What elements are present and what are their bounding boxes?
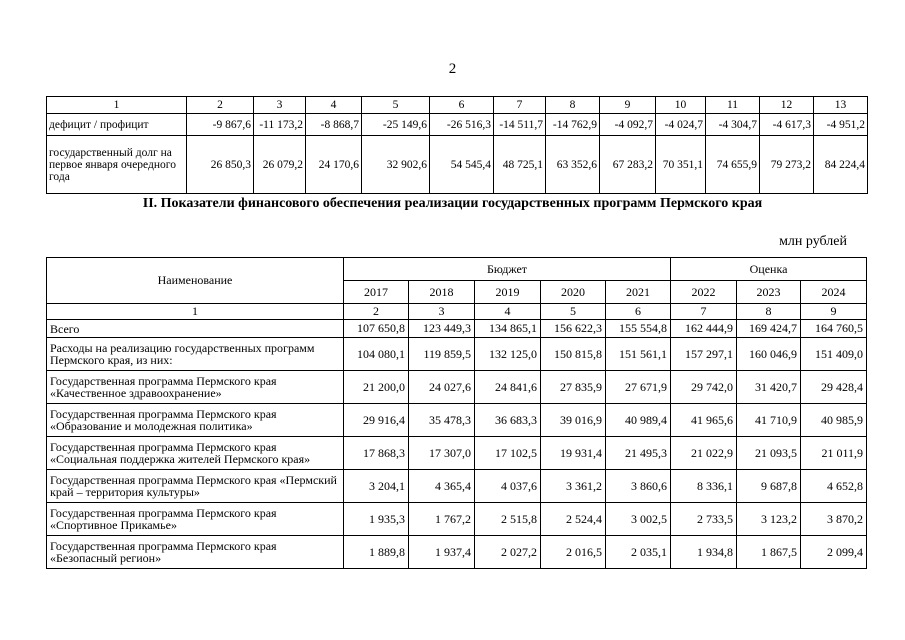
table2-cell: 3 123,2	[737, 503, 801, 536]
estimate-group-header: Оценка	[671, 258, 867, 281]
program-name: Государственная программа Пермского края «Спортивное Прикамье»	[47, 503, 344, 536]
table2-cell: 8 336,1	[671, 470, 737, 503]
table1-cell: 26 079,2	[254, 136, 306, 194]
table2-cell: 17 102,5	[475, 437, 541, 470]
table1-cell: 84 224,4	[814, 136, 868, 194]
table2-row	[47, 470, 867, 503]
column-number: 9	[801, 304, 867, 320]
table1-cell: 67 283,2	[600, 136, 656, 194]
table2-cell: 104 080,1	[344, 338, 409, 371]
program-name: Государственная программа Пермского края «Социальная поддержка жителей Пермского края»	[47, 437, 344, 470]
table2-row	[47, 320, 867, 338]
table1-header-cell: 6	[430, 97, 494, 114]
name-header: Наименование	[47, 258, 344, 304]
table2-cell: 2 016,5	[541, 536, 606, 569]
program-name: Государственная программа Пермского края «Пермский край – территория культуры»	[47, 470, 344, 503]
table2-cell: 150 815,8	[541, 338, 606, 371]
table1-cell: 48 725,1	[494, 136, 546, 194]
year-header: 2020	[541, 281, 606, 304]
table2-cell: 27 835,9	[541, 371, 606, 404]
table2-cell: 123 449,3	[409, 320, 475, 338]
table1-cell: -25 149,6	[362, 114, 430, 136]
table2-cell: 2 733,5	[671, 503, 737, 536]
table2-cell: 4 652,8	[801, 470, 867, 503]
table2-cell: 3 204,1	[344, 470, 409, 503]
table2-cell: 2 027,2	[475, 536, 541, 569]
program-name: Расходы на реализацию государственных программ Пермского края, из них:	[47, 338, 344, 371]
table2-cell: 1 889,8	[344, 536, 409, 569]
table1-cell: 26 850,3	[187, 136, 254, 194]
table2-cell: 31 420,7	[737, 371, 801, 404]
program-name: Государственная программа Пермского края «Образование и молодежная политика»	[47, 404, 344, 437]
table1-cell: 32 902,6	[362, 136, 430, 194]
table2-cell: 157 297,1	[671, 338, 737, 371]
column-number: 6	[606, 304, 671, 320]
table2-cell: 119 859,5	[409, 338, 475, 371]
table2-cell: 24 841,6	[475, 371, 541, 404]
table2-cell: 27 671,9	[606, 371, 671, 404]
table1-header-cell: 13	[814, 97, 868, 114]
table2-cell: 2 515,8	[475, 503, 541, 536]
year-header: 2023	[737, 281, 801, 304]
column-number: 8	[737, 304, 801, 320]
table1-cell: -4 951,2	[814, 114, 868, 136]
page-number: 2	[448, 61, 457, 77]
table2-cell: 1 767,2	[409, 503, 475, 536]
table2-row	[47, 536, 867, 569]
column-number: 1	[47, 304, 344, 320]
table2-cell: 1 867,5	[737, 536, 801, 569]
table2-cell: 19 931,4	[541, 437, 606, 470]
table2-cell: 132 125,0	[475, 338, 541, 371]
table2-cell: 1 934,8	[671, 536, 737, 569]
table1-header-cell: 1	[47, 97, 187, 114]
table1-cell: 63 352,6	[546, 136, 600, 194]
table2-cell: 29 742,0	[671, 371, 737, 404]
table1-cell: -9 867,6	[187, 114, 254, 136]
table2-cell: 21 011,9	[801, 437, 867, 470]
column-number: 5	[541, 304, 606, 320]
table2-cell: 4 037,6	[475, 470, 541, 503]
table2-cell: 156 622,3	[541, 320, 606, 338]
table2-cell: 41 965,6	[671, 404, 737, 437]
year-header: 2021	[606, 281, 671, 304]
table1-cell: -11 173,2	[254, 114, 306, 136]
table2-cell: 17 307,0	[409, 437, 475, 470]
program-name: Всего	[47, 320, 344, 338]
table2-cell: 164 760,5	[801, 320, 867, 338]
table2-cell: 3 860,6	[606, 470, 671, 503]
year-header: 2019	[475, 281, 541, 304]
table2-row	[47, 437, 867, 470]
column-number: 3	[409, 304, 475, 320]
table1-cell: 54 545,4	[430, 136, 494, 194]
year-header: 2022	[671, 281, 737, 304]
table2-cell: 29 916,4	[344, 404, 409, 437]
table1-cell: -14 511,7	[494, 114, 546, 136]
table2-cell: 151 561,1	[606, 338, 671, 371]
table1-header-cell: 12	[760, 97, 814, 114]
table2-row	[47, 371, 867, 404]
table2-cell: 169 424,7	[737, 320, 801, 338]
table2-cell: 2 524,4	[541, 503, 606, 536]
year-header: 2018	[409, 281, 475, 304]
table2-cell: 2 035,1	[606, 536, 671, 569]
table1-header-cell: 8	[546, 97, 600, 114]
table2-cell: 1 935,3	[344, 503, 409, 536]
deficit-debt-table	[46, 96, 868, 194]
table2-cell: 162 444,9	[671, 320, 737, 338]
table2-cell: 134 865,1	[475, 320, 541, 338]
table1-cell: -4 304,7	[706, 114, 760, 136]
table2-cell: 21 200,0	[344, 371, 409, 404]
table2-cell: 151 409,0	[801, 338, 867, 371]
table1-cell: -14 762,9	[546, 114, 600, 136]
table1-header-row	[47, 97, 868, 114]
table2-cell: 24 027,6	[409, 371, 475, 404]
table2-cell: 41 710,9	[737, 404, 801, 437]
program-name: Государственная программа Пермского края «Качественное здравоохранение»	[47, 371, 344, 404]
table2-cell: 160 046,9	[737, 338, 801, 371]
table1-cell: -4 092,7	[600, 114, 656, 136]
section-title: II. Показатели финансового обеспечения реализации государственных программ Пермского края	[142, 196, 763, 211]
table2-row	[47, 503, 867, 536]
table1-row-label: государственный долг на первое января очередного года	[47, 136, 187, 194]
table2-cell: 4 365,4	[409, 470, 475, 503]
table1-header-cell: 2	[187, 97, 254, 114]
table1-cell: 74 655,9	[706, 136, 760, 194]
table1-header-cell: 3	[254, 97, 306, 114]
column-number: 7	[671, 304, 737, 320]
table2-cell: 29 428,4	[801, 371, 867, 404]
year-header: 2024	[801, 281, 867, 304]
table2-cell: 1 937,4	[409, 536, 475, 569]
table1-row-label: дефицит / профицит	[47, 114, 187, 136]
table1-cell: -4 617,3	[760, 114, 814, 136]
year-header: 2017	[344, 281, 409, 304]
table2-cell: 21 093,5	[737, 437, 801, 470]
table2-cell: 21 022,9	[671, 437, 737, 470]
table2-cell: 3 870,2	[801, 503, 867, 536]
table2-cell: 21 495,3	[606, 437, 671, 470]
table1-header-cell: 5	[362, 97, 430, 114]
table2-cell: 40 989,4	[606, 404, 671, 437]
table1-row	[47, 114, 868, 136]
table1-header-cell: 11	[706, 97, 760, 114]
table2-cell: 155 554,8	[606, 320, 671, 338]
table1-cell: -26 516,3	[430, 114, 494, 136]
table2-cell: 36 683,3	[475, 404, 541, 437]
programs-financing-table	[46, 257, 867, 569]
table2-cell: 3 002,5	[606, 503, 671, 536]
table1-header-cell: 10	[656, 97, 706, 114]
units-label: млн рублей	[779, 234, 847, 249]
table1-row	[47, 136, 868, 194]
table1-cell: -8 868,7	[306, 114, 362, 136]
table1-header-cell: 7	[494, 97, 546, 114]
table2-row	[47, 404, 867, 437]
table2-cell: 2 099,4	[801, 536, 867, 569]
table1-cell: 79 273,2	[760, 136, 814, 194]
table2-cell: 17 868,3	[344, 437, 409, 470]
table2-cell: 3 361,2	[541, 470, 606, 503]
table1-cell: -4 024,7	[656, 114, 706, 136]
program-name: Государственная программа Пермского края «Безопасный регион»	[47, 536, 344, 569]
table1-cell: 70 351,1	[656, 136, 706, 194]
table2-cell: 107 650,8	[344, 320, 409, 338]
table2-cell: 35 478,3	[409, 404, 475, 437]
table2-cell: 9 687,8	[737, 470, 801, 503]
budget-group-header: Бюджет	[344, 258, 671, 281]
table1-header-cell: 9	[600, 97, 656, 114]
table2-row	[47, 338, 867, 371]
table2-cell: 40 985,9	[801, 404, 867, 437]
column-number: 4	[475, 304, 541, 320]
table1-cell: 24 170,6	[306, 136, 362, 194]
column-number: 2	[344, 304, 409, 320]
table2-cell: 39 016,9	[541, 404, 606, 437]
table1-header-cell: 4	[306, 97, 362, 114]
